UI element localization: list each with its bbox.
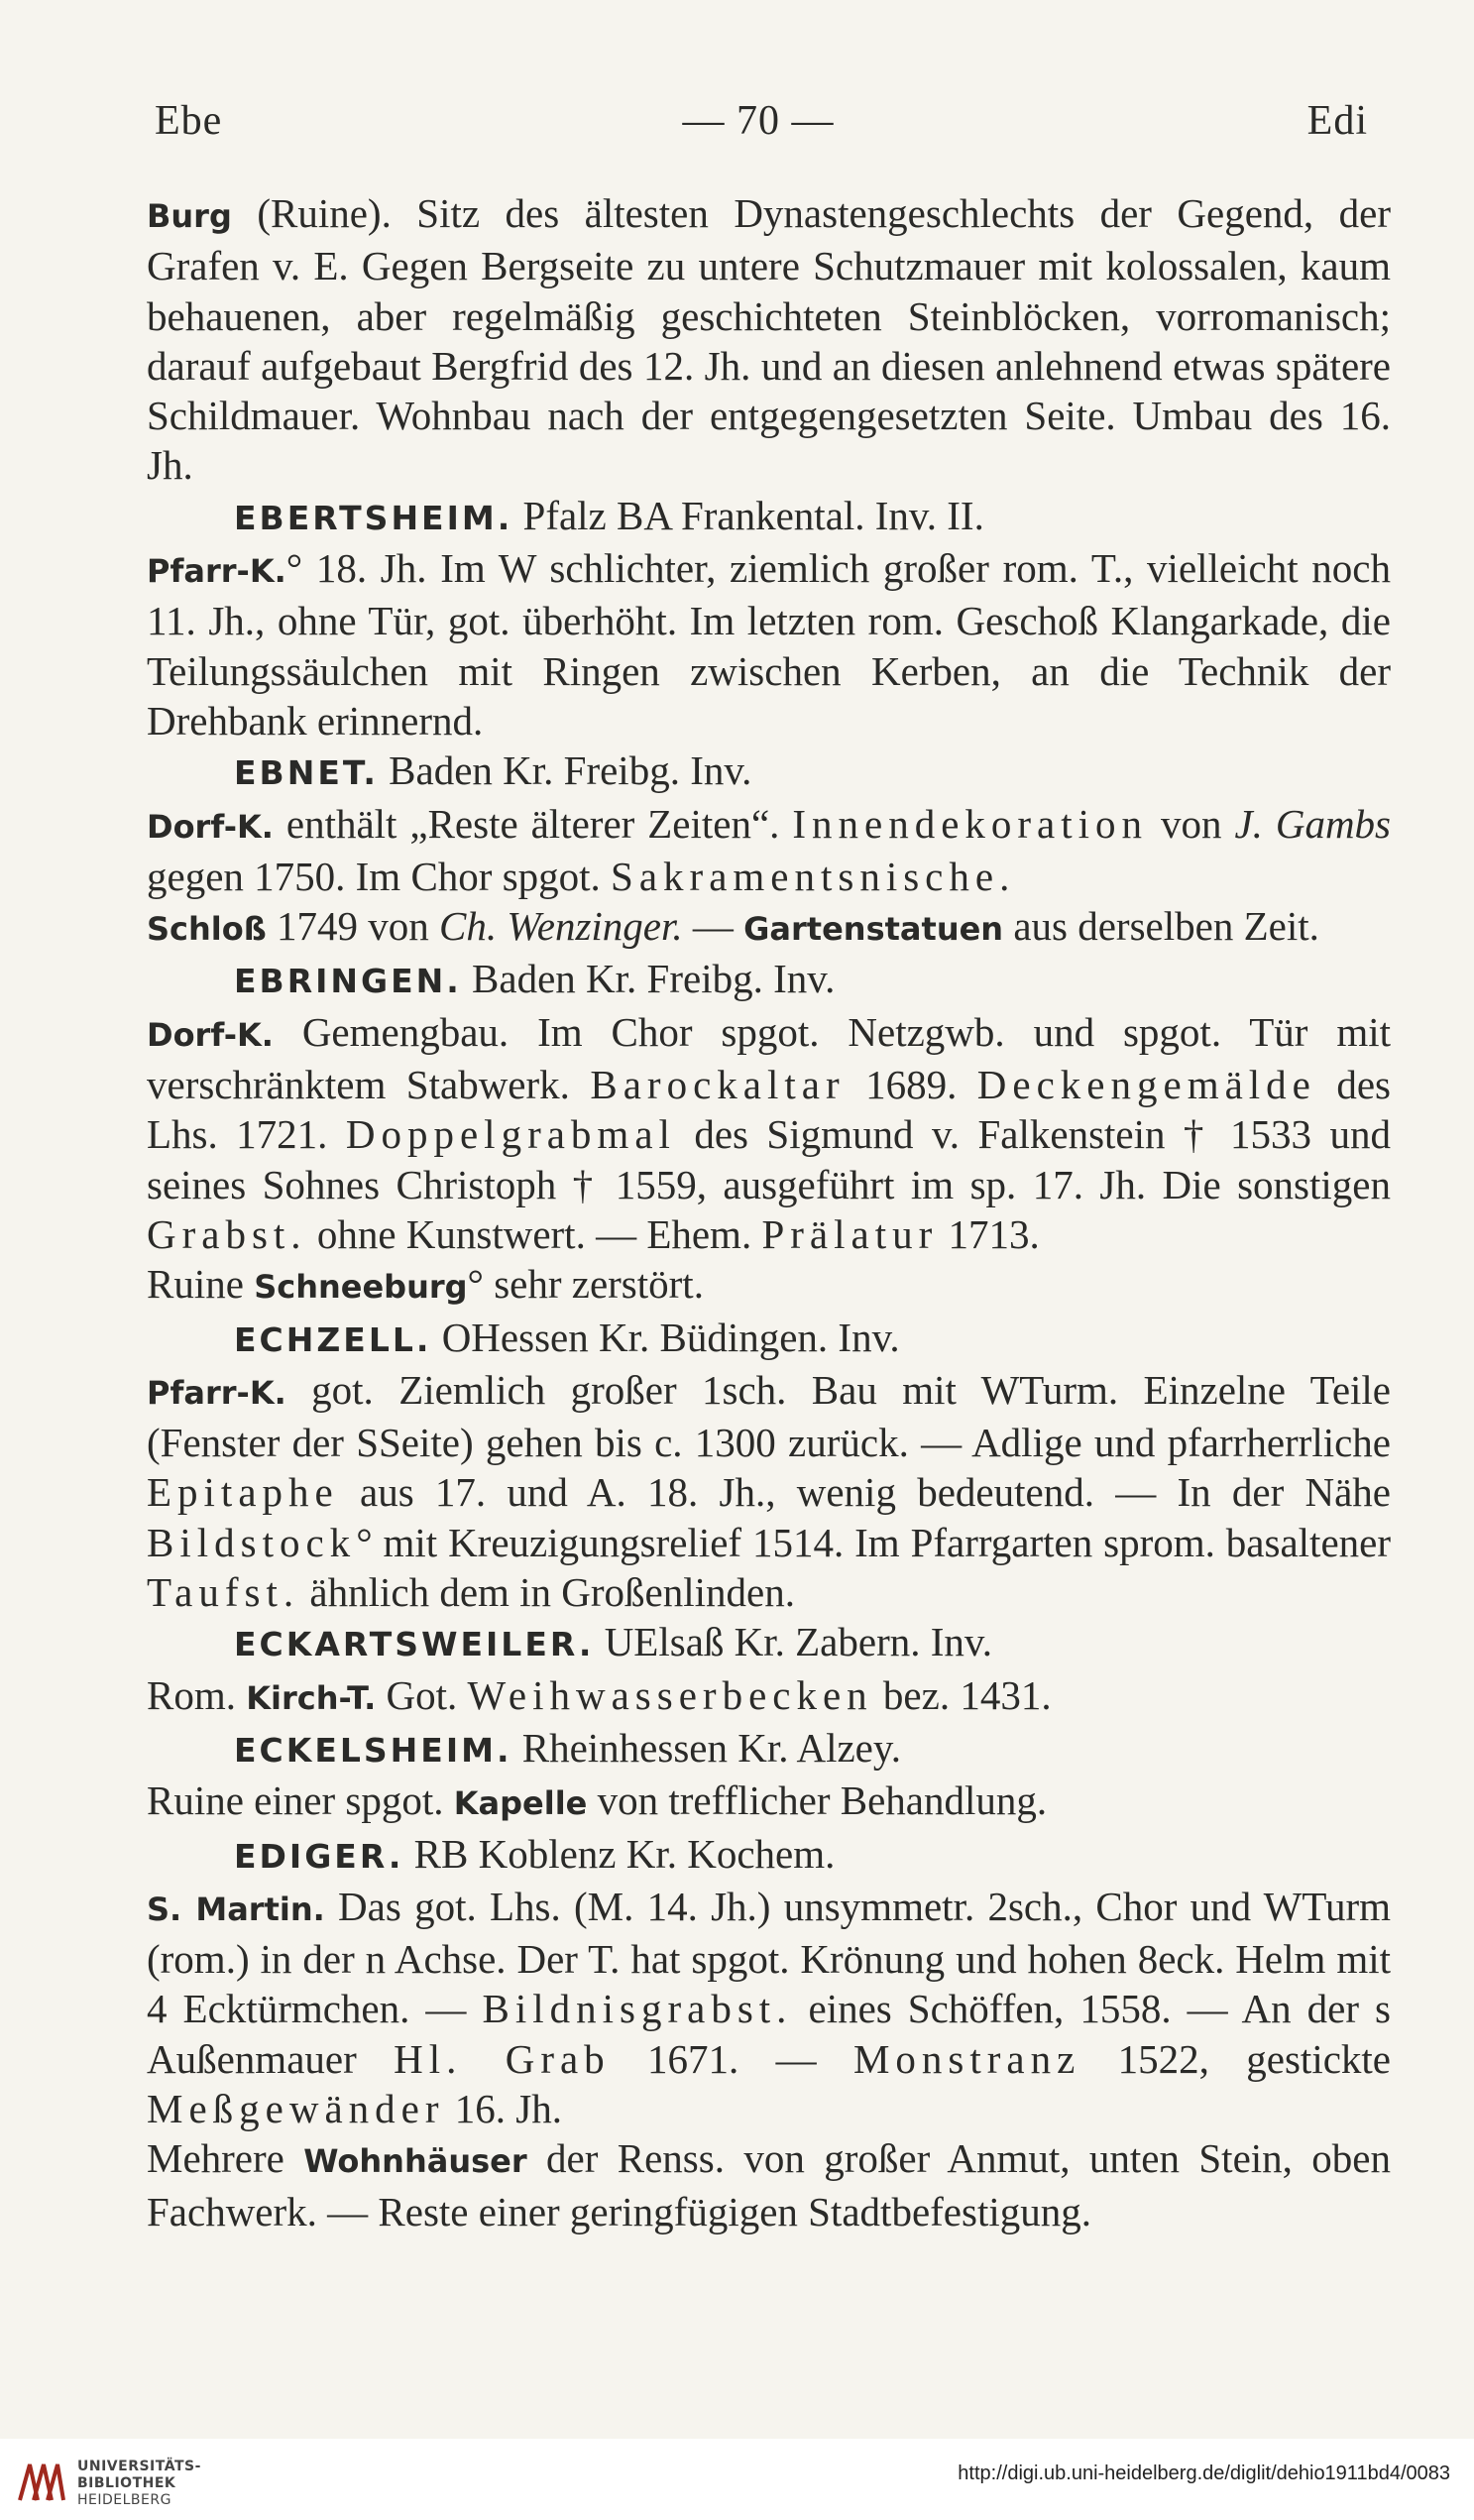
text-run: Rom. (147, 1671, 247, 1718)
text-run: 1522, gestickte (1080, 2035, 1391, 2082)
entry-heading: ECKELSHEIM. (234, 1730, 512, 1770)
text-run: enthält „Reste älterer Zeiten“. (273, 800, 793, 847)
keyword: Schloß (147, 910, 267, 949)
university-library-logo-icon (14, 2455, 67, 2508)
library-name (77, 2459, 201, 2509)
text-run: 1671. — (610, 2035, 853, 2082)
text-run: ° mit Kreuzigungsrelief 1514. Im Pfarrgarten sprom. basaltener (356, 1519, 1391, 1565)
source-url-link[interactable]: http://digi.ub.uni-heidelberg.de/diglit/dehio1911bd4/0083 (958, 2463, 1450, 2484)
text-paragraph (147, 1670, 1391, 1723)
keyword: S. Martin. (147, 1890, 325, 1928)
text-run: (Ruine). Sitz des ältesten Dynastengeschlechts der Gegend, der Grafen v. E. Gegen Bergseite zu untere Schutzmauer mit kolossalen, kaum behauenen, aber regelmäßig geschichteten Steinblöcken, vorromanisch; darauf aufgebaut Bergfrid des 12. Jh. und an diesen anlehnend etwas spätere Schildmauer. Wohnbau nach der entgegengesetzten Seite. Umbau des 16. Jh. (147, 190, 1391, 489)
spaced-text: Doppelgrabmal (345, 1111, 676, 1158)
text-run: 1689. (845, 1062, 977, 1108)
spaced-text: Prälatur (761, 1210, 939, 1257)
entry-paragraph (147, 491, 1391, 543)
entry-paragraph (147, 1313, 1391, 1365)
text-run: Baden Kr. Freibg. Inv. (461, 956, 836, 1002)
text-run: ° 18. Jh. Im W schlichter, ziemlich großer rom. T., vielleicht noch 11. Jh., ohne Tür, got. überhöht. Im letzten rom. Geschoß Klangarkade, die Teilungssäulchen mit Ringen zwischen Kerben, an die Technik der Drehbank erinnernd. (147, 545, 1391, 744)
spaced-text: Grabst. (147, 1210, 307, 1257)
running-head-right: Edi (1306, 98, 1368, 144)
spaced-text: Bildnisgrabst. (482, 1986, 793, 2032)
text-paragraph (147, 1365, 1391, 1617)
text-run: aus 17. und A. 18. Jh., wenig bedeutend. — In der Nähe (338, 1469, 1391, 1516)
keyword: Dorf-K. (147, 807, 274, 846)
entry-heading: EBERTSHEIM. (234, 498, 513, 537)
entry-paragraph (147, 1617, 1391, 1669)
keyword: Schneeburg (254, 1268, 468, 1307)
text-run: ohne Kunstwert. — Ehem. (306, 1210, 762, 1257)
entry-paragraph (147, 1829, 1391, 1882)
entry-paragraph (147, 954, 1391, 1006)
text-paragraph (147, 799, 1391, 902)
text-run: 16. Jh. (444, 2085, 562, 2131)
running-head (149, 97, 1368, 157)
entry-heading: ECHZELL. (234, 1319, 432, 1359)
keyword: Pfarr-K. (147, 1373, 286, 1412)
spaced-text: Monstranz (852, 2035, 1081, 2082)
text-run: 1713. (938, 1210, 1040, 1257)
keyword: Pfarr-K. (147, 552, 286, 591)
text-run: Ruine (147, 1261, 255, 1308)
spaced-text: Epitaphe (147, 1469, 339, 1516)
italic-text: J. Gambs (1234, 800, 1392, 847)
spaced-text: Bildstock (147, 1519, 357, 1565)
text-run: UElsaß Kr. Zabern. Inv. (594, 1619, 992, 1665)
keyword: Dorf-K. (147, 1015, 274, 1054)
text-paragraph (147, 901, 1391, 954)
keyword: Wohnhäuser (303, 2142, 527, 2181)
text-run: gegen 1750. Im Chor spgot. (147, 853, 612, 899)
italic-text: Ch. Wenzinger. (439, 903, 683, 950)
entry-paragraph (147, 1723, 1391, 1775)
spaced-text: Meßgewänder (147, 2085, 445, 2131)
text-run: Baden Kr. Freibg. Inv. (378, 747, 752, 794)
text-run: OHessen Kr. Büdingen. Inv. (431, 1314, 900, 1360)
entry-heading: EBNET. (234, 753, 379, 793)
spaced-text: Barockaltar (590, 1062, 846, 1108)
text-paragraph (147, 1259, 1391, 1312)
text-run: von trefflicher Behandlung. (587, 1777, 1048, 1824)
text-run: des Sigmund v. Falkenstein † 1533 und seines Sohnes Christoph † 1559, ausgeführt im sp. 17. Jh. Die sonstigen (147, 1111, 1391, 1207)
text-paragraph (147, 2133, 1391, 2236)
text-run: Pfalz BA Frankental. Inv. II. (512, 492, 984, 538)
text-paragraph (147, 1775, 1391, 1828)
entry-heading: ECKARTSWEILER. (234, 1625, 595, 1664)
text-run: got. Ziemlich großer 1sch. Bau mit WTurm. Einzelne Teile (Fenster der SSeite) gehen bis c. 1300 zurück. — Adlige und pfarrherrliche (147, 1366, 1391, 1466)
keyword: Gartenstatuen (743, 910, 1004, 949)
text-run: von (1148, 800, 1235, 847)
text-paragraph (147, 1007, 1391, 1259)
library-name-line2: BIBLIOTHEK (77, 2475, 176, 2491)
entry-paragraph (147, 745, 1391, 798)
spaced-text: Sakramentsnische. (611, 853, 1016, 899)
text-run: der Renss. von großer Anmut, unten Stein, oben Fachwerk. — Reste einer geringfügigen Stadtbefestigung. (147, 2135, 1391, 2234)
spaced-text: Weihwasserbecken (467, 1671, 873, 1718)
text-run: aus derselben Zeit. (1003, 903, 1319, 950)
text-paragraph (147, 543, 1391, 745)
text-run: ° sehr zerstört. (467, 1261, 704, 1308)
text-body (147, 188, 1391, 2236)
text-run: Ruine einer spgot. (147, 1777, 454, 1824)
text-run: RB Koblenz Kr. Kochem. (403, 1830, 836, 1877)
text-paragraph (147, 1882, 1391, 2133)
entry-heading: EDIGER. (234, 1836, 404, 1876)
text-run: bez. 1431. (872, 1671, 1052, 1718)
spaced-text: Hl. Grab (394, 2035, 611, 2082)
text-run: ähnlich dem in Großenlinden. (299, 1569, 795, 1616)
text-run: 1749 von (266, 903, 440, 950)
library-name-line1: UNIVERSITÄTS- (77, 2459, 201, 2474)
entry-heading: EBRINGEN. (234, 962, 462, 1001)
page-number: — 70 — (682, 98, 835, 144)
text-run: Got. (376, 1671, 468, 1718)
spaced-text: Deckengemälde (976, 1062, 1316, 1108)
text-run: Das got. Lhs. (M. 14. Jh.) unsymmetr. 2sch., Chor und WTurm (rom.) in der n Achse. Der T. hat spgot. Krönung und hohen 8eck. Helm mit 4 Ecktürmchen. — (147, 1883, 1391, 2032)
keyword: Burg (147, 197, 232, 235)
spaced-text: Taufst. (147, 1569, 300, 1616)
spaced-text: Innendekoration (792, 800, 1149, 847)
running-head-left: Ebe (155, 98, 223, 144)
text-run: Gemengbau. Im Chor spgot. Netzgwb. und spgot. Tür mit verschränktem Stabwerk. (147, 1008, 1391, 1108)
footer-bar (0, 2439, 1474, 2520)
text-run: des Lhs. 1721. (147, 1062, 1391, 1158)
keyword: Kirch-T. (246, 1678, 377, 1717)
text-paragraph (147, 188, 1391, 491)
library-name-line3: HEIDELBERG (77, 2492, 171, 2508)
text-run: Rheinhessen Kr. Alzey. (511, 1724, 901, 1771)
text-run: Mehrere (147, 2135, 304, 2182)
text-run: — (682, 903, 744, 950)
keyword: Kapelle (453, 1784, 588, 1823)
text-run: eines Schöffen, 1558. — An der s Außenmauer (147, 1986, 1391, 2082)
